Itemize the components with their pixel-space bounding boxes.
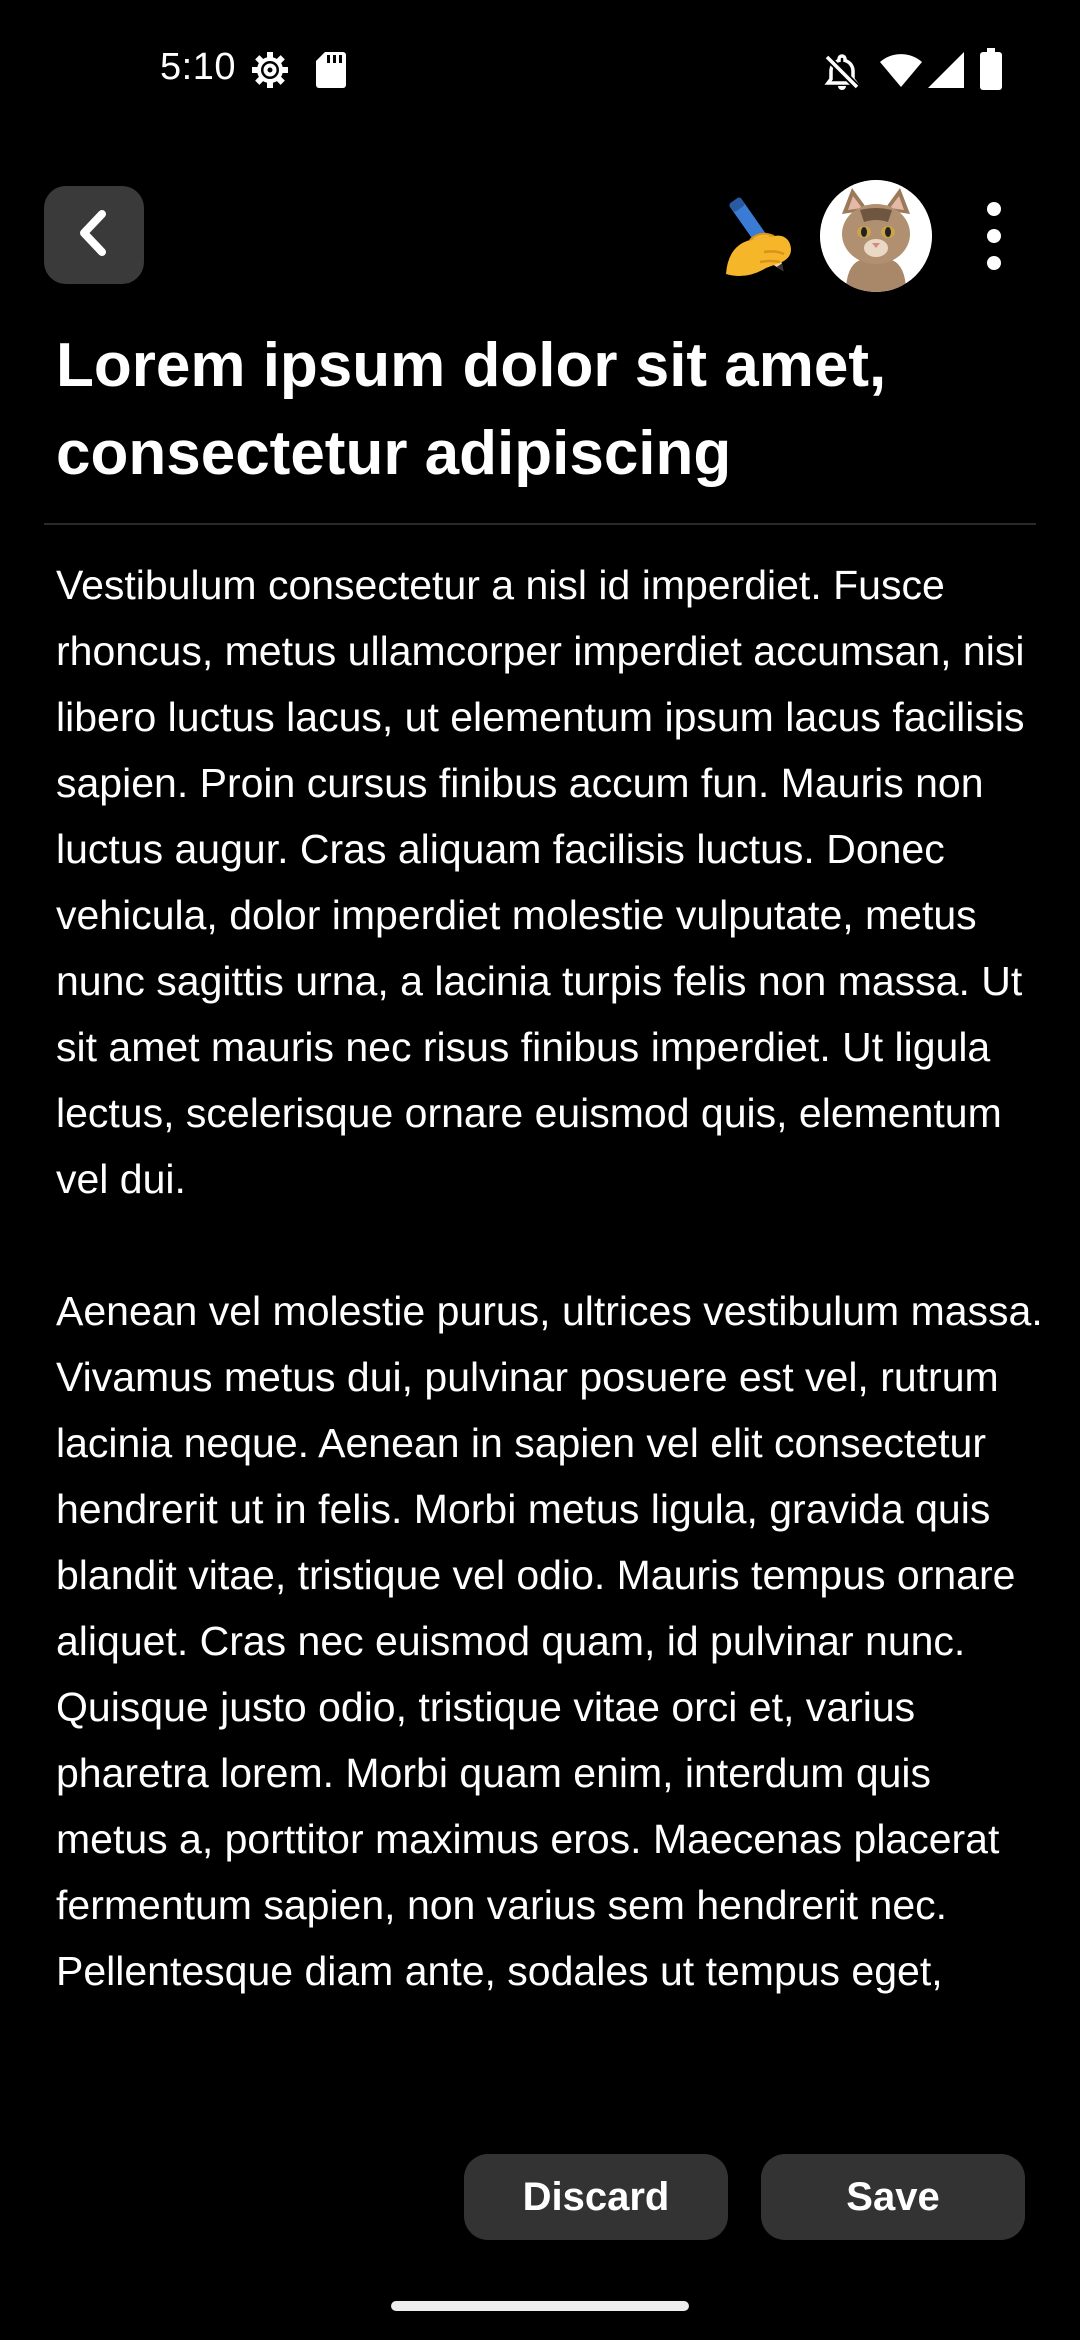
writing-hand-emoji-icon[interactable] xyxy=(716,194,806,284)
settings-gear-icon xyxy=(250,50,290,95)
cat-avatar-icon xyxy=(820,180,932,292)
wifi-icon xyxy=(880,54,922,93)
cell-signal-icon xyxy=(928,52,964,93)
battery-icon xyxy=(980,48,1002,95)
note-body-editor[interactable] xyxy=(56,552,1046,2120)
save-button[interactable]: Save xyxy=(761,2154,1025,2240)
sd-card-icon xyxy=(316,52,346,93)
avatar[interactable] xyxy=(820,180,932,292)
more-options-button[interactable] xyxy=(964,196,1024,276)
home-indicator[interactable] xyxy=(391,2301,689,2311)
discard-button[interactable]: Discard xyxy=(464,2154,728,2240)
status-time: 5:10 xyxy=(160,46,236,88)
note-title[interactable]: Lorem ipsum dolor sit amet, consectetur adipiscing xyxy=(56,331,887,488)
note-paragraph: Aenean vel molestie purus, ultrices vestibulum massa. Vivamus metus dui, pulvinar posuere est vel, rutrum lacinia neque. Aenean in sapien vel elit consectetur hendrerit ut in felis. Morbi metus ligula, gravida quis blandit vitae, tristique vel odio. Mauris tempus ornare aliquet. Cras nec euismod quam, id pulvinar nunc. Quisque justo odio, tristique vitae orci et, varius pharetra lorem. Morbi quam enim, interdum quis metus a, porttitor maximus eros. Maecenas placerat fermentum sapien, non varius sem hendrerit nec. Pellentesque diam ante, sodales ut tempus eget, xyxy=(56,1288,1043,1994)
more-vertical-icon xyxy=(987,202,1001,216)
chevron-left-icon xyxy=(74,208,114,263)
back-button[interactable] xyxy=(44,186,144,284)
note-paragraph: Vestibulum consectetur a nisl id imperdiet. Fusce rhoncus, metus ullamcorper imperdiet accumsan, nisi libero luctus lacus, ut elementum ipsum lacus facilisis sapien. Proin cursus finibus accum fun. Mauris non luctus augur. Cras aliquam facilisis luctus. Donec vehicula, dolor imperdiet molestie vulputate, metus nunc sagittis urna, a lacinia turpis felis non massa. Ut sit amet mauris nec risus finibus imperdiet. Ut ligula lectus, scelerisque ornare euismod quis, elementum vel dui. xyxy=(56,562,1025,1202)
status-bar xyxy=(0,0,1080,140)
title-divider xyxy=(44,523,1036,525)
notifications-off-icon xyxy=(822,52,862,97)
